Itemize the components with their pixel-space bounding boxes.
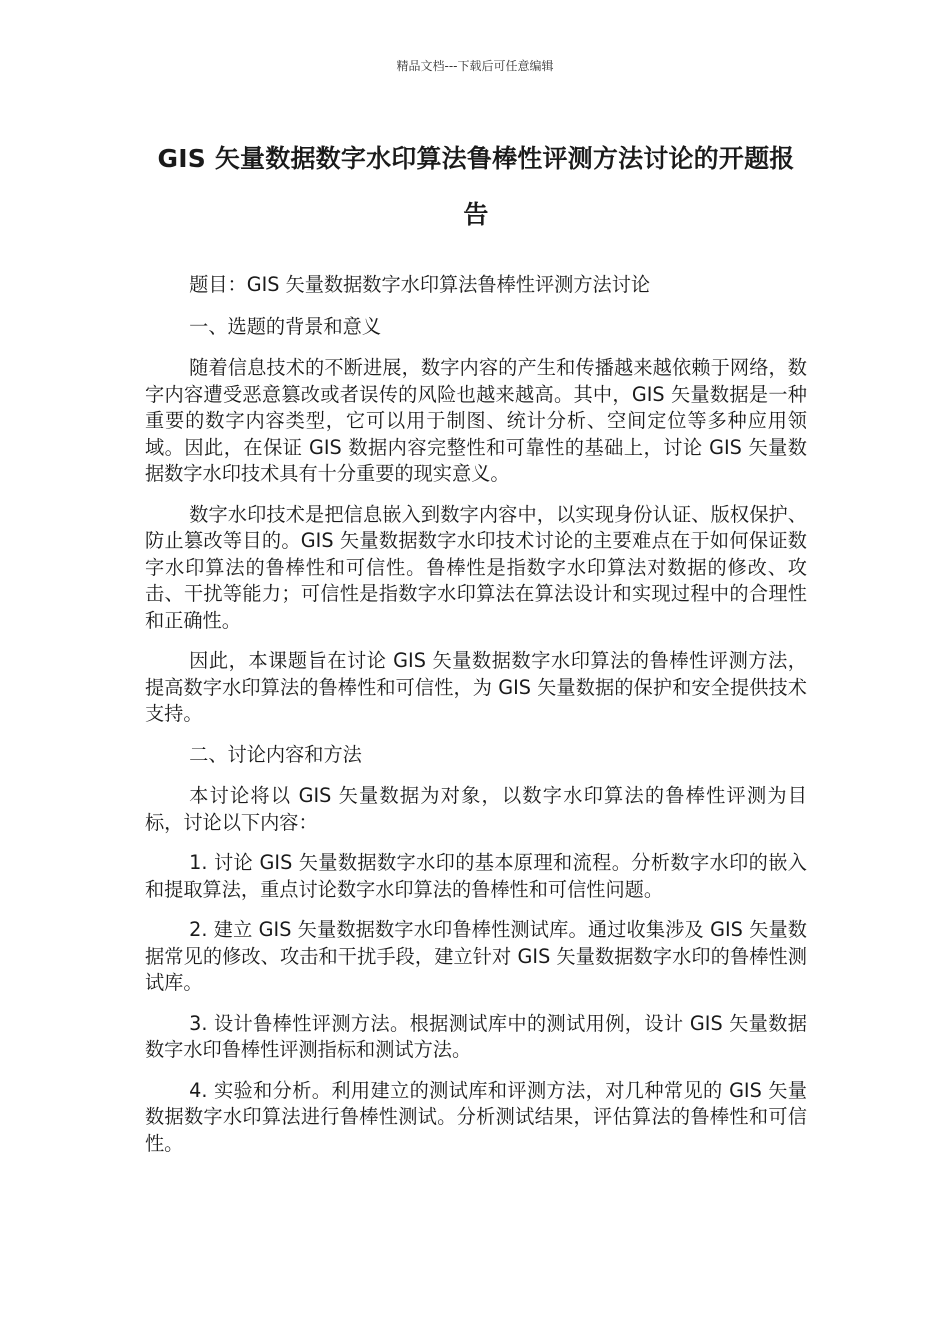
list-item-4: 4. 实验和分析。利用建立的测试库和评测方法，对几种常见的 GIS 矢量数据数字水印算法进行鲁棒性测试。分析测试结果，评估算法的鲁棒性和可信性。 — [145, 1078, 807, 1155]
section-heading-1: 一、选题的背景和意义 — [189, 314, 382, 338]
list-item-3: 3. 设计鲁棒性评测方法。根据测试库中的测试用例，设计 GIS 矢量数据数字水印鲁棒性评测指标和测试方法。 — [145, 1011, 807, 1061]
page-header: 精品文档---下载后可任意编辑 — [396, 59, 554, 73]
list-item-1: 1. 讨论 GIS 矢量数据数字水印的基本原理和流程。分析数字水印的嵌入和提取算法，重点讨论数字水印算法的鲁棒性和可信性问题。 — [145, 851, 807, 901]
paragraph-2: 数字水印技术是把信息嵌入到数字内容中，以实现身份认证、版权保护、防止篡改等目的。GIS 矢量数据数字水印技术讨论的主要难点在于如何保证数字水印算法的鲁棒性和可信性。鲁棒性是指数字水印算法对数据的修改、攻击、干扰等能力；可信性是指数字水印算法在算法设计和实现过程中的合理性和正确性。 — [145, 502, 807, 632]
document-body — [145, 272, 807, 1171]
paragraph-1: 随着信息技术的不断进展，数字内容的产生和传播越来越依赖于网络，数字内容遭受恶意篡改或者误传的风险也越来越高。其中，GIS 矢量数据是一种重要的数字内容类型，它可以用于制图、统计分析、空间定位等多种应用领域。因此，在保证 GIS 数据内容完整性和可靠性的基础上，讨论 GIS 矢量数据数字水印技术具有十分重要的现实意义。 — [145, 356, 807, 485]
section-heading-2: 二、讨论内容和方法 — [189, 742, 362, 766]
paragraph-4: 本讨论将以 GIS 矢量数据为对象，以数字水印算法的鲁棒性评测为目标，讨论以下内容： — [145, 784, 807, 834]
document-title: GIS 矢量数据数字水印算法鲁棒性评测方法讨论的开题报告 — [157, 144, 795, 229]
paragraph-3: 因此，本课题旨在讨论 GIS 矢量数据数字水印算法的鲁棒性评测方法，提高数字水印算法的鲁棒性和可信性，为 GIS 矢量数据的保护和安全提供技术支持。 — [145, 649, 807, 725]
subject-line: 题目：GIS 矢量数据数字水印算法鲁棒性评测方法讨论 — [189, 273, 651, 296]
list-item-2: 2. 建立 GIS 矢量数据数字水印鲁棒性测试库。通过收集涉及 GIS 矢量数据常见的修改、攻击和干扰手段，建立针对 GIS 矢量数据数字水印的鲁棒性测试库。 — [145, 918, 807, 994]
